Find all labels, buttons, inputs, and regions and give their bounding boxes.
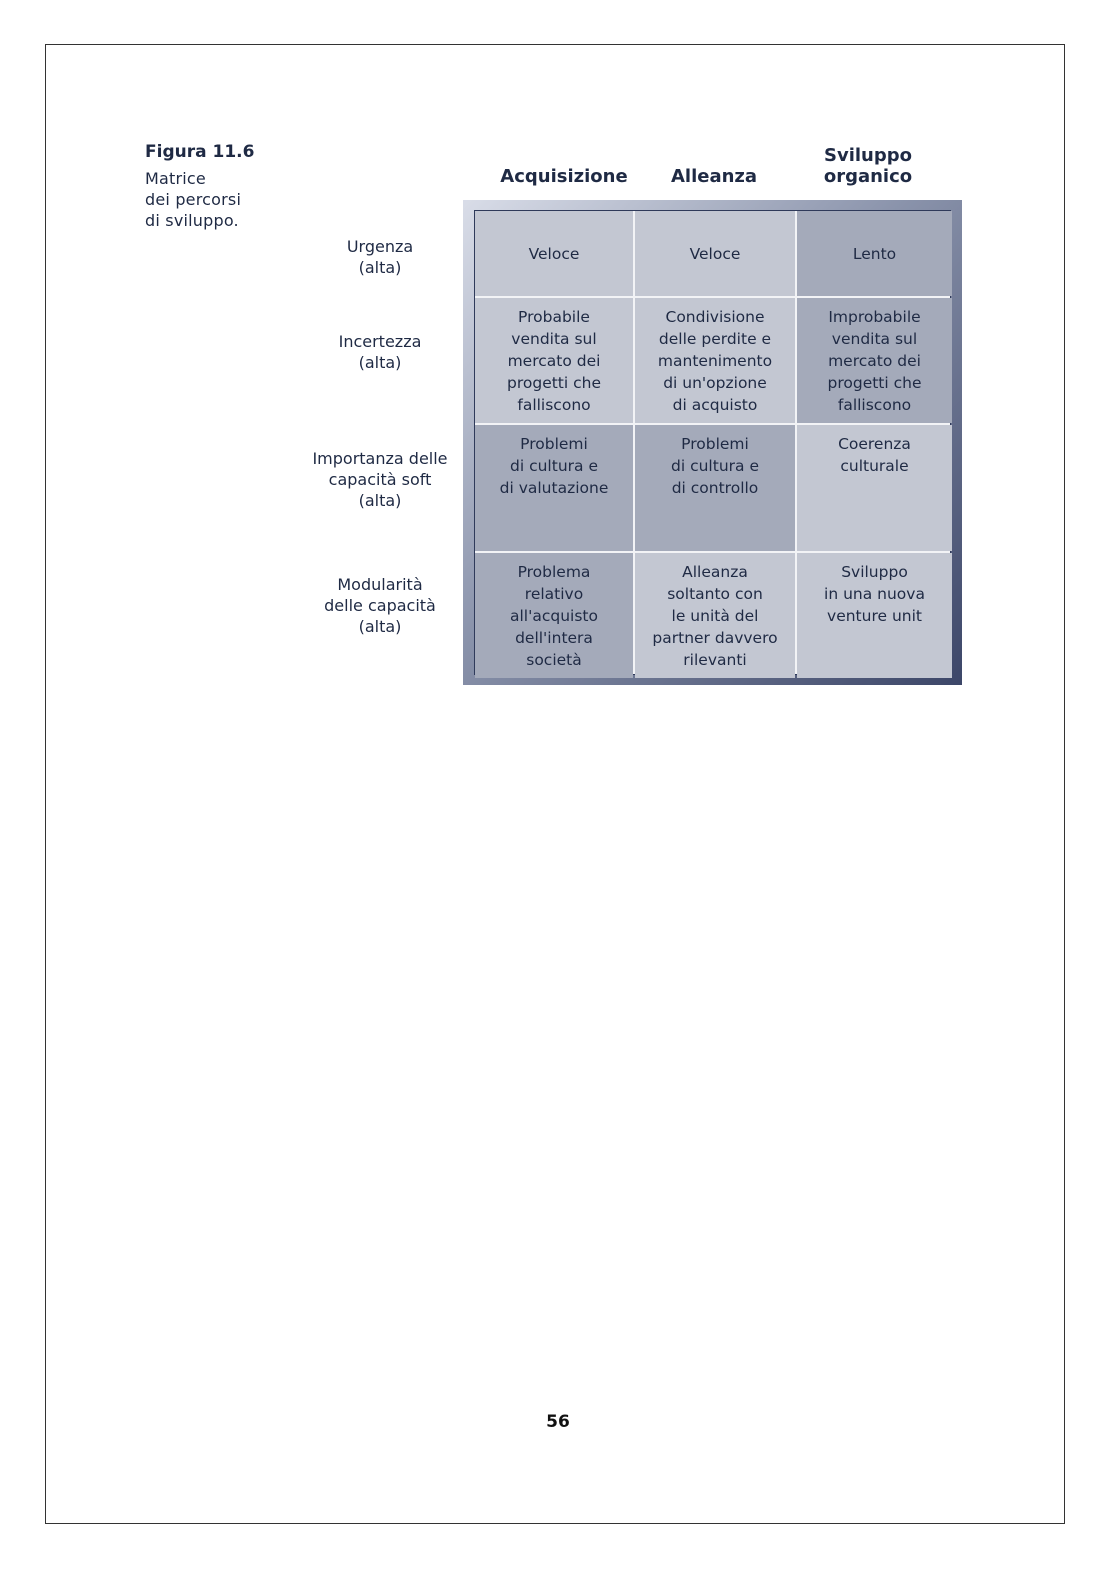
matrix-cell: Veloce xyxy=(635,211,795,296)
matrix-cell: Problemi di cultura e di valutazione xyxy=(475,425,633,551)
matrix-cell: Condivisione delle perdite e mantenimento di un'opzione di acquisto xyxy=(635,298,795,423)
matrix-cell: Problemi di cultura e di controllo xyxy=(635,425,795,551)
column-header-alleanza: Alleanza xyxy=(670,166,758,187)
page-number: 56 xyxy=(546,1412,570,1432)
row-label-importanza-capacita-soft: Importanza delle capacità soft (alta) xyxy=(312,449,448,510)
matrix-cell: Lento xyxy=(797,211,952,296)
figure-title: Figura 11.6 xyxy=(145,142,255,162)
matrix-cell: Probabile vendita sul mercato dei progetti che falliscono xyxy=(475,298,633,423)
matrix-cell: Alleanza soltanto con le unità del partner davvero rilevanti xyxy=(635,553,795,678)
matrix-cell: Improbabile vendita sul mercato dei progetti che falliscono xyxy=(797,298,952,423)
figure-caption xyxy=(145,142,295,231)
matrix-cell: Problema relativo all'acquisto dell'intera società xyxy=(475,553,633,678)
column-header-acquisizione: Acquisizione xyxy=(500,166,628,187)
matrix-cell: Veloce xyxy=(475,211,633,296)
figure-description: Matrice dei percorsi di sviluppo. xyxy=(145,169,242,230)
row-label-modularita-capacita: Modularità delle capacità (alta) xyxy=(324,575,436,636)
row-label-incertezza: Incertezza (alta) xyxy=(338,332,422,372)
row-label-urgenza: Urgenza (alta) xyxy=(346,237,414,277)
development-paths-matrix xyxy=(474,210,951,675)
matrix-cell: Sviluppo in una nuova venture unit xyxy=(797,553,952,678)
column-header-sviluppo-organico: Sviluppo organico xyxy=(823,145,913,187)
matrix-cell: Coerenza culturale xyxy=(797,425,952,551)
